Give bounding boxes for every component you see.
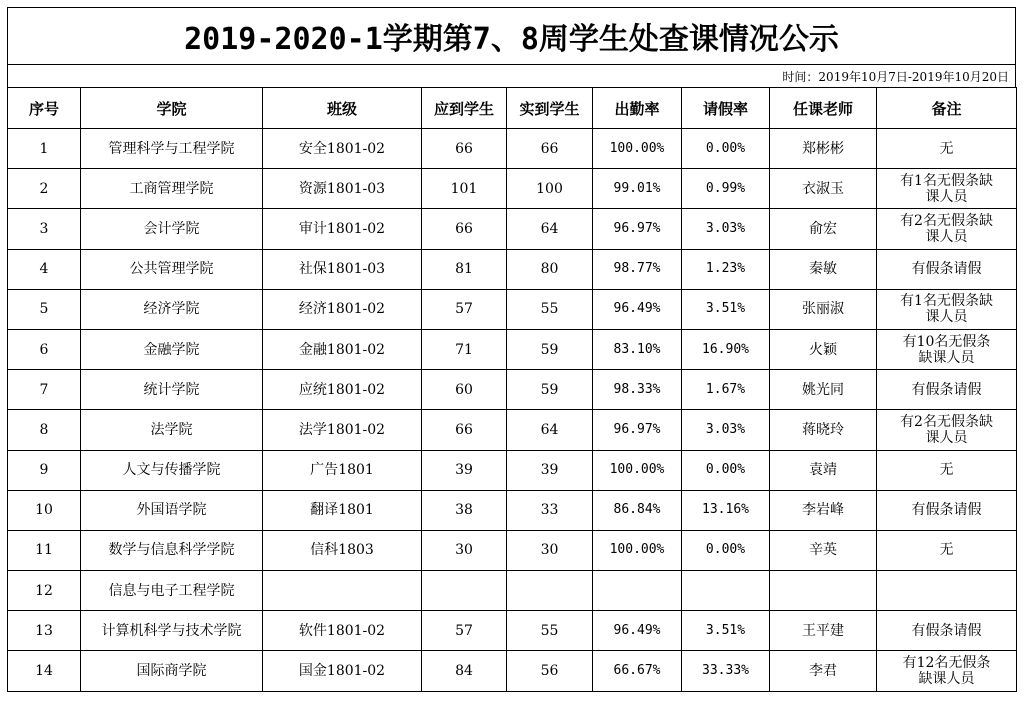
- cell-attendance: 86.84%: [593, 490, 682, 530]
- cell-actual: 33: [507, 490, 593, 530]
- header-expected: 应到学生: [422, 88, 507, 129]
- cell-college: 金融学院: [81, 329, 263, 369]
- table-row: [8, 611, 1017, 651]
- cell-college: 数学与信息科学学院: [81, 530, 263, 570]
- header-college: 学院: [81, 88, 263, 129]
- date-range: 时间：2019年10月7日-2019年10月20日: [7, 65, 1016, 87]
- table-row: [8, 289, 1017, 329]
- cell-note: [877, 249, 1017, 289]
- cell-actual: 64: [507, 410, 593, 450]
- cell-college: 人文与传播学院: [81, 450, 263, 490]
- header-row: [8, 88, 1017, 129]
- cell-actual: 30: [507, 530, 593, 570]
- page-title: 2019-2020-1学期第7、8周学生处查课情况公示: [7, 7, 1016, 65]
- cell-leave: 3.03%: [682, 209, 770, 249]
- cell-note: [877, 530, 1017, 570]
- cell-attendance: [593, 571, 682, 611]
- cell-class: 社保1801-03: [263, 249, 422, 289]
- cell-no: 10: [8, 490, 81, 530]
- cell-no: 3: [8, 209, 81, 249]
- cell-attendance: 96.49%: [593, 289, 682, 329]
- cell-teacher: 王平建: [770, 611, 877, 651]
- cell-college: 管理科学与工程学院: [81, 129, 263, 169]
- cell-leave: 0.00%: [682, 450, 770, 490]
- cell-attendance: 96.49%: [593, 611, 682, 651]
- cell-teacher: 张丽淑: [770, 289, 877, 329]
- cell-leave: 1.23%: [682, 249, 770, 289]
- attendance-sheet: [7, 7, 1016, 696]
- cell-teacher: 辛英: [770, 530, 877, 570]
- cell-teacher: 火颖: [770, 329, 877, 369]
- cell-leave: 16.90%: [682, 329, 770, 369]
- header-teacher: 任课老师: [770, 88, 877, 129]
- cell-expected: 30: [422, 530, 507, 570]
- cell-college: 计算机科学与技术学院: [81, 611, 263, 651]
- cell-no: 13: [8, 611, 81, 651]
- cell-attendance: 100.00%: [593, 129, 682, 169]
- cell-class: 法学1801-02: [263, 410, 422, 450]
- cell-expected: 60: [422, 370, 507, 410]
- cell-class: 软件1801-02: [263, 611, 422, 651]
- cell-college: 统计学院: [81, 370, 263, 410]
- cell-attendance: 96.97%: [593, 410, 682, 450]
- cell-college: 经济学院: [81, 289, 263, 329]
- attendance-table: [7, 87, 1017, 692]
- cell-leave: [682, 571, 770, 611]
- table-row: [8, 129, 1017, 169]
- cell-note: [877, 169, 1017, 209]
- cell-leave: 13.16%: [682, 490, 770, 530]
- note-text: 有1名无假条缺课人员: [900, 293, 993, 326]
- cell-teacher: 姚光同: [770, 370, 877, 410]
- cell-teacher: 郑彬彬: [770, 129, 877, 169]
- cell-leave: 1.67%: [682, 370, 770, 410]
- cell-leave: 3.51%: [682, 611, 770, 651]
- cell-note: [877, 651, 1017, 691]
- cell-actual: 59: [507, 370, 593, 410]
- cell-attendance: 100.00%: [593, 530, 682, 570]
- cell-no: 8: [8, 410, 81, 450]
- cell-actual: 59: [507, 329, 593, 369]
- cell-college: 信息与电子工程学院: [81, 571, 263, 611]
- table-row: [8, 571, 1017, 611]
- header-actual: 实到学生: [507, 88, 593, 129]
- note-text: 有10名无假条缺课人员: [902, 333, 991, 366]
- cell-actual: 55: [507, 289, 593, 329]
- cell-teacher: 俞宏: [770, 209, 877, 249]
- note-text: 有假条请假: [911, 502, 982, 519]
- table-row: [8, 249, 1017, 289]
- note-text: 有2名无假条缺课人员: [900, 413, 993, 446]
- cell-expected: [422, 571, 507, 611]
- note-text: 无: [939, 542, 954, 559]
- cell-college: 会计学院: [81, 209, 263, 249]
- cell-teacher: 李君: [770, 651, 877, 691]
- cell-actual: [507, 571, 593, 611]
- cell-leave: 3.03%: [682, 410, 770, 450]
- cell-actual: 39: [507, 450, 593, 490]
- cell-note: [877, 129, 1017, 169]
- cell-teacher: 蒋晓玲: [770, 410, 877, 450]
- cell-class: 应统1801-02: [263, 370, 422, 410]
- table-row: [8, 169, 1017, 209]
- cell-note: [877, 450, 1017, 490]
- cell-teacher: 袁靖: [770, 450, 877, 490]
- cell-no: 6: [8, 329, 81, 369]
- note-text: 无: [939, 462, 954, 479]
- cell-expected: 66: [422, 209, 507, 249]
- table-row: [8, 410, 1017, 450]
- cell-leave: 0.00%: [682, 530, 770, 570]
- cell-actual: 66: [507, 129, 593, 169]
- cell-attendance: 96.97%: [593, 209, 682, 249]
- cell-class: [263, 571, 422, 611]
- cell-expected: 66: [422, 410, 507, 450]
- cell-class: 广告1801: [263, 450, 422, 490]
- note-text: 有假条请假: [911, 261, 982, 278]
- cell-attendance: 99.01%: [593, 169, 682, 209]
- note-text: 有假条请假: [911, 622, 982, 639]
- cell-actual: 100: [507, 169, 593, 209]
- cell-actual: 64: [507, 209, 593, 249]
- cell-class: 金融1801-02: [263, 329, 422, 369]
- cell-no: 14: [8, 651, 81, 691]
- header-attendance: 出勤率: [593, 88, 682, 129]
- note-text: 无: [939, 140, 954, 157]
- cell-expected: 101: [422, 169, 507, 209]
- cell-expected: 57: [422, 611, 507, 651]
- cell-no: 5: [8, 289, 81, 329]
- cell-class: 安全1801-02: [263, 129, 422, 169]
- table-row: [8, 530, 1017, 570]
- cell-college: 国际商学院: [81, 651, 263, 691]
- header-note: 备注: [877, 88, 1017, 129]
- cell-no: 2: [8, 169, 81, 209]
- cell-teacher: [770, 571, 877, 611]
- cell-attendance: 83.10%: [593, 329, 682, 369]
- table-row: [8, 490, 1017, 530]
- cell-leave: 3.51%: [682, 289, 770, 329]
- cell-no: 1: [8, 129, 81, 169]
- cell-no: 4: [8, 249, 81, 289]
- cell-class: 国金1801-02: [263, 651, 422, 691]
- cell-no: 9: [8, 450, 81, 490]
- cell-no: 7: [8, 370, 81, 410]
- cell-attendance: 100.00%: [593, 450, 682, 490]
- cell-actual: 55: [507, 611, 593, 651]
- header-leave: 请假率: [682, 88, 770, 129]
- cell-note: [877, 490, 1017, 530]
- cell-class: 信科1803: [263, 530, 422, 570]
- cell-note: [877, 611, 1017, 651]
- cell-expected: 57: [422, 289, 507, 329]
- cell-class: 翻译1801: [263, 490, 422, 530]
- cell-college: 公共管理学院: [81, 249, 263, 289]
- note-text: 有12名无假条缺课人员: [902, 655, 991, 688]
- cell-class: 资源1801-03: [263, 169, 422, 209]
- table-row: [8, 450, 1017, 490]
- cell-note: [877, 410, 1017, 450]
- table-row: [8, 329, 1017, 369]
- note-text: 有2名无假条缺课人员: [900, 212, 993, 245]
- note-text: 有假条请假: [911, 381, 982, 398]
- header-class: 班级: [263, 88, 422, 129]
- note-text: 有1名无假条缺课人员: [900, 172, 993, 205]
- cell-class: 审计1801-02: [263, 209, 422, 249]
- cell-expected: 38: [422, 490, 507, 530]
- cell-actual: 80: [507, 249, 593, 289]
- cell-note: [877, 289, 1017, 329]
- cell-expected: 81: [422, 249, 507, 289]
- cell-attendance: 98.33%: [593, 370, 682, 410]
- cell-college: 工商管理学院: [81, 169, 263, 209]
- cell-no: 11: [8, 530, 81, 570]
- cell-class: 经济1801-02: [263, 289, 422, 329]
- cell-note: [877, 329, 1017, 369]
- cell-college: 外国语学院: [81, 490, 263, 530]
- table-row: [8, 370, 1017, 410]
- cell-actual: 56: [507, 651, 593, 691]
- cell-teacher: 李岩峰: [770, 490, 877, 530]
- cell-note: [877, 209, 1017, 249]
- header-no: 序号: [8, 88, 81, 129]
- cell-note: [877, 571, 1017, 611]
- table-row: [8, 209, 1017, 249]
- cell-leave: 33.33%: [682, 651, 770, 691]
- cell-leave: 0.00%: [682, 129, 770, 169]
- cell-teacher: 衣淑玉: [770, 169, 877, 209]
- cell-no: 12: [8, 571, 81, 611]
- cell-note: [877, 370, 1017, 410]
- cell-attendance: 66.67%: [593, 651, 682, 691]
- table-row: [8, 651, 1017, 691]
- cell-teacher: 秦敏: [770, 249, 877, 289]
- cell-college: 法学院: [81, 410, 263, 450]
- cell-attendance: 98.77%: [593, 249, 682, 289]
- cell-expected: 84: [422, 651, 507, 691]
- cell-expected: 39: [422, 450, 507, 490]
- cell-expected: 71: [422, 329, 507, 369]
- cell-expected: 66: [422, 129, 507, 169]
- cell-leave: 0.99%: [682, 169, 770, 209]
